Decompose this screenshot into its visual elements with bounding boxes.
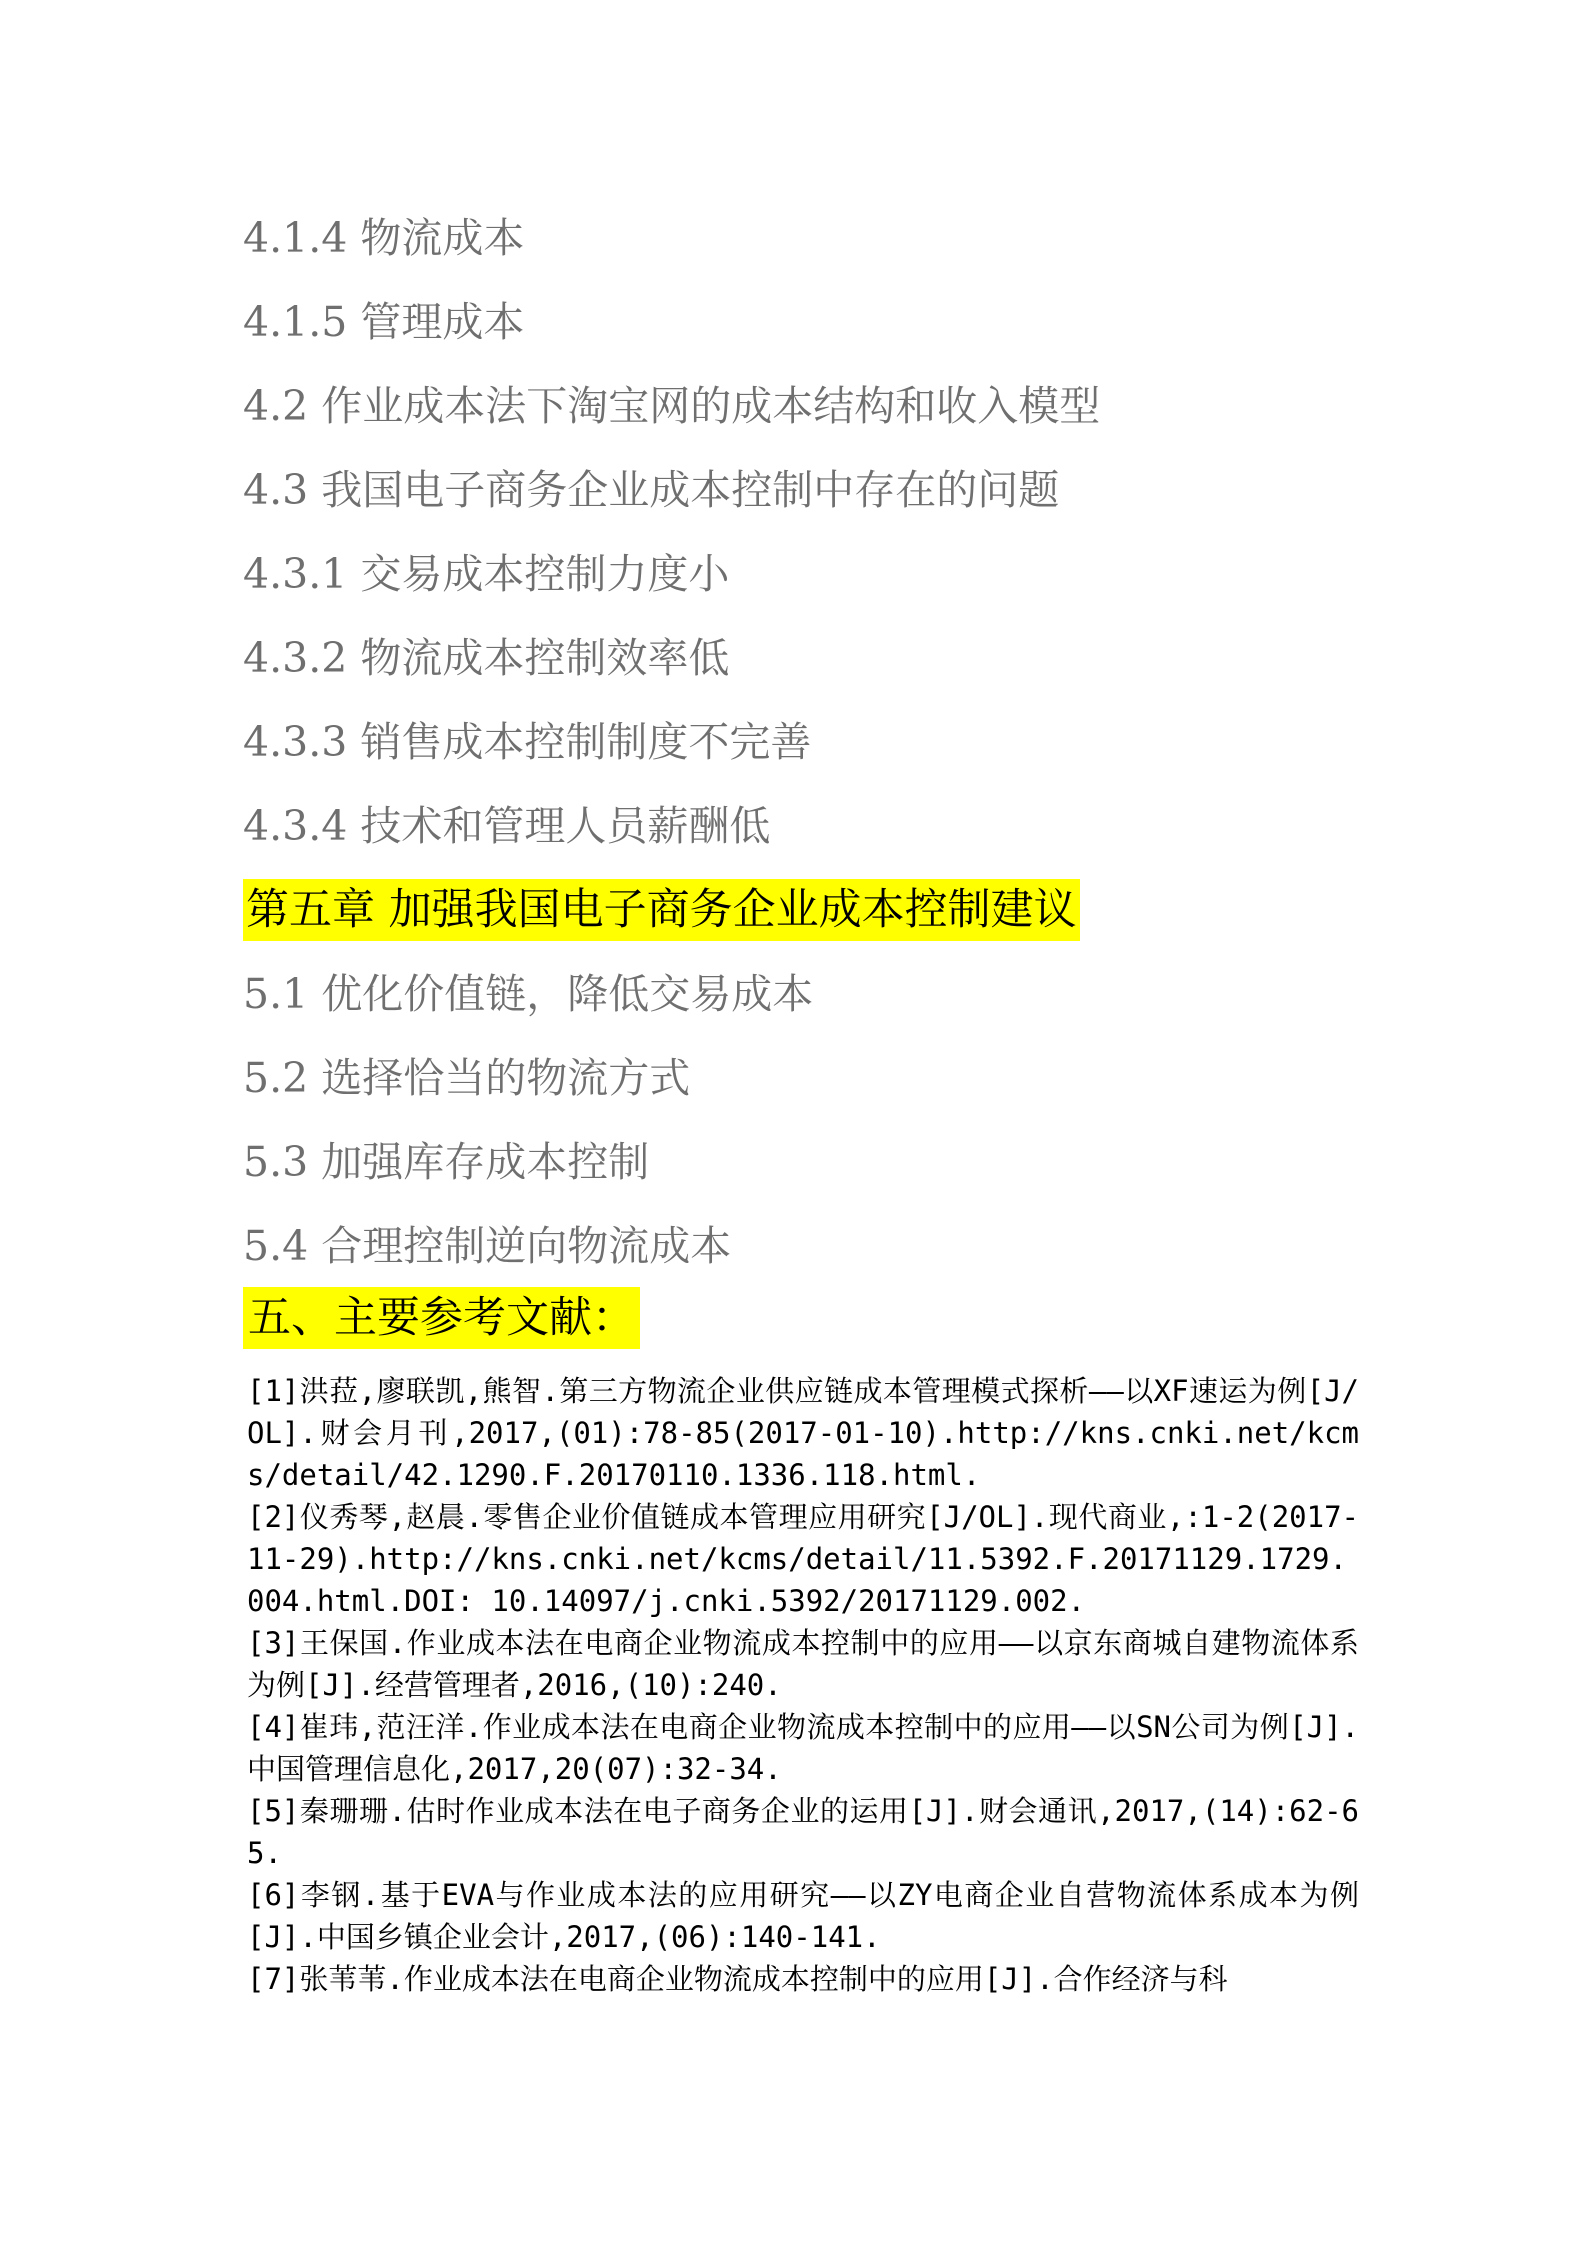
toc-item-5-1: 5.1 优化价值链，降低交易成本 <box>243 970 814 1018</box>
toc-item-4-3-2: 4.3.2 物流成本控制效率低 <box>243 634 730 682</box>
reference-item: [4]崔玮,范汪洋.作业成本法在电商企业物流成本控制中的应用——以SN公司为例[J].中国管理信息化,2017,20(07):32-34. <box>247 1710 1359 1786</box>
reference-item: [1]洪菈,廖联凯,熊智.第三方物流企业供应链成本管理模式探析——以XF速运为例[J/OL].财会月刊,2017,(01):78-85(2017-01-10).http://kns.cnki.net/kcms/detail/42.1290.F.20170110.1336.118.html. <box>247 1374 1359 1492</box>
reference-item: [6]李钢.基于EVA与作业成本法的应用研究——以ZY电商企业自营物流体系成本为例[J].中国乡镇企业会计,2017,(06):140-141. <box>247 1878 1359 1954</box>
toc-item-5-2: 5.2 选择恰当的物流方式 <box>243 1054 691 1102</box>
reference-item: [2]仪秀琴,赵晨.零售企业价值链成本管理应用研究[J/OL].现代商业,:1-2(2017-11-29).http://kns.cnki.net/kcms/detail/11.5392.F.20171129.1729.004.html.DOI: 10.14097/j.cnki.5392/20171129.002. <box>247 1500 1359 1618</box>
references-list <box>247 1370 1359 2000</box>
toc-item-4-2: 4.2 作业成本法下淘宝网的成本结构和收入模型 <box>243 382 1101 430</box>
toc-item-5-3: 5.3 加强库存成本控制 <box>243 1138 650 1186</box>
reference-item: [5]秦珊珊.估时作业成本法在电子商务企业的运用[J].财会通讯,2017,(14):62-65. <box>247 1794 1359 1870</box>
reference-item: [3]王保国.作业成本法在电商企业物流成本控制中的应用——以京东商城自建物流体系为例[J].经营管理者,2016,(10):240. <box>247 1626 1359 1702</box>
toc-item-4-3: 4.3 我国电子商务企业成本控制中存在的问题 <box>243 466 1060 514</box>
toc-item-4-3-1: 4.3.1 交易成本控制力度小 <box>243 550 730 598</box>
toc-item-4-3-4: 4.3.4 技术和管理人员薪酬低 <box>243 802 771 850</box>
reference-item: [7]张苇苇.作业成本法在电商企业物流成本控制中的应用[J].合作经济与科 <box>247 1962 1228 1996</box>
toc-item-5-4: 5.4 合理控制逆向物流成本 <box>243 1222 732 1270</box>
toc-item-4-3-3: 4.3.3 销售成本控制制度不完善 <box>243 718 812 766</box>
references-heading: 五、主要参考文献： <box>243 1287 640 1349</box>
toc-item-4-1-5: 4.1.5 管理成本 <box>243 298 525 346</box>
toc-item-4-1-4: 4.1.4 物流成本 <box>243 214 525 262</box>
table-of-contents <box>243 196 1363 1288</box>
chapter-5-heading: 第五章 加强我国电子商务企业成本控制建议 <box>243 879 1080 941</box>
